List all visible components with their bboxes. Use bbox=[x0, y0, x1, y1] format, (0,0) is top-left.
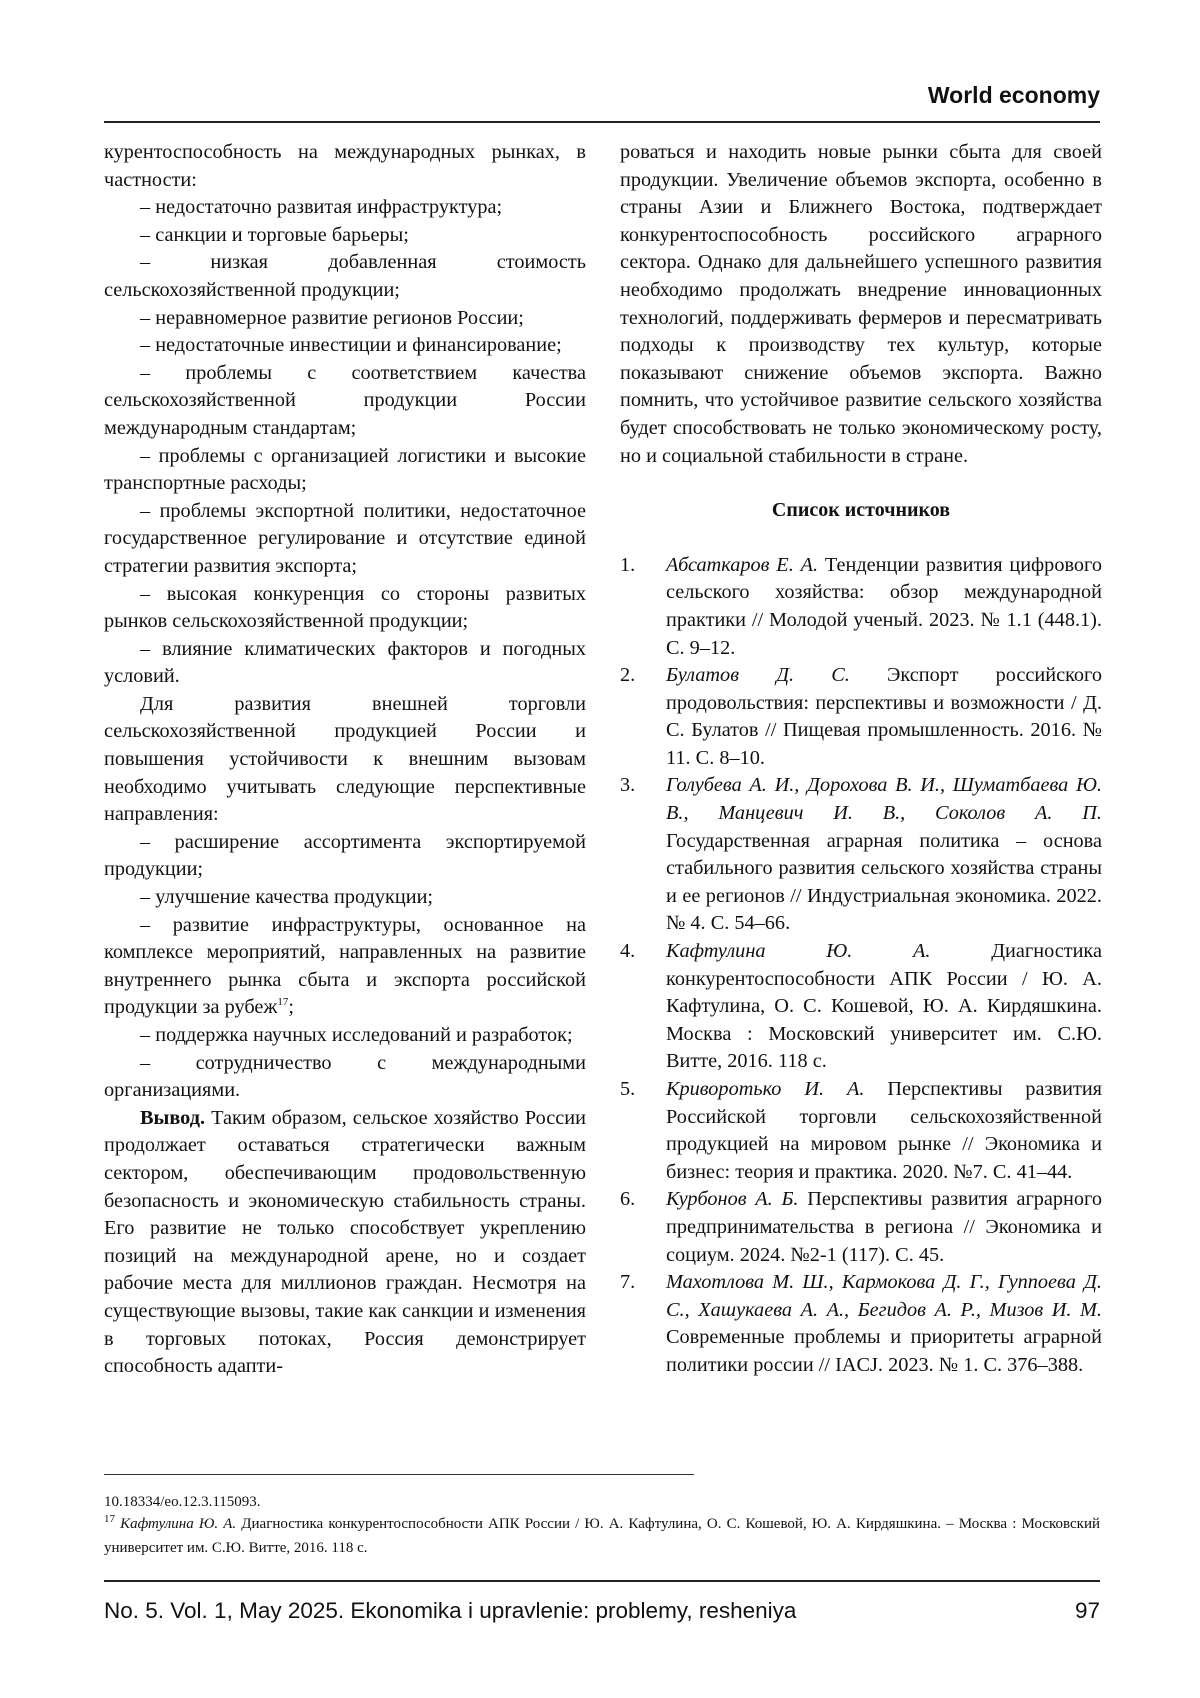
list-item: – проблемы экспортной политики, недостаточное государственное регулирование и отсутствие единой стратегии развития экспорта; bbox=[104, 498, 586, 581]
reference-author: Абсаткаров Е. А. bbox=[666, 554, 818, 576]
list-item: – неравномерное развитие регионов России; bbox=[104, 305, 586, 333]
references-list bbox=[620, 552, 1102, 1380]
continuation-text: роваться и находить новые рынки сбыта для своей продукции. Увеличение объемов экспорта, особенно в страны Азии и Ближнего Востока, подтверждает конкурентоспособность российского аграрного сектора. Однако для дальнейшего успешного развития необходимо продолжать внедрение инновационных технологий, поддерживать фермеров и пересматривать подходы к производству тех культур, которые показывают снижение объемов экспорта. Важно помнить, что устойчивое развитие сельского хозяйства будет способствовать не только экономическому росту, но и социальной стабильности в стране. bbox=[620, 139, 1102, 470]
list-item: – влияние климатических факторов и погодных условий. bbox=[104, 636, 586, 691]
list-item: – высокая конкуренция со стороны развитых рынков сельскохозяйственной продукции; bbox=[104, 581, 586, 636]
list-item: – проблемы с соответствием качества сельскохозяйственной продукции России международным стандартам; bbox=[104, 360, 586, 443]
page-number: 97 bbox=[1075, 1598, 1100, 1624]
paragraph: Для развития внешней торговли сельскохозяйственной продукцией России и повышения устойчивости к внешним вызовам необходимо учитывать следующие перспективные направления: bbox=[104, 691, 586, 829]
list-item bbox=[104, 912, 586, 1022]
reference-item bbox=[620, 1269, 1102, 1379]
reference-number: 7. bbox=[620, 1269, 666, 1379]
reference-author: Криворотько И. А. bbox=[666, 1078, 864, 1100]
reference-number: 6. bbox=[620, 1186, 666, 1269]
list-item: – улучшение качества продукции; bbox=[104, 884, 586, 912]
reference-author: Булатов Д. С. bbox=[666, 664, 850, 686]
footnote-author: Кафтулина Ю. А. bbox=[120, 1516, 236, 1532]
reference-author: Голубева А. И., Дорохова В. И., Шуматбаева Ю. В., Манцевич И. В., Соколов А. П. bbox=[666, 774, 1102, 824]
reference-body: Государственная аграрная политика – основа стабильного развития сельского хозяйства страны и ее регионов // Индустриальная экономика. 2022. № 4. С. 54–66. bbox=[666, 830, 1102, 935]
doi-footnote: 10.18334/eo.12.3.115093. bbox=[104, 1490, 1100, 1514]
list-item: – низкая добавленная стоимость сельскохозяйственной продукции; bbox=[104, 249, 586, 304]
references-title: Список источников bbox=[620, 497, 1102, 525]
reference-item bbox=[620, 662, 1102, 772]
reference-body: Современные проблемы и приоритеты аграрной политики россии // IACJ. 2023. № 1. С. 376–388. bbox=[666, 1326, 1102, 1376]
reference-number: 5. bbox=[620, 1076, 666, 1186]
footnote-17 bbox=[104, 1512, 1100, 1560]
conclusion-text: Таким образом, сельское хозяйство России продолжает оставаться стратегически важным сектором, обеспечивающим продовольственную безопасность и экономическую стабильность страны. Его развитие не только способствует укреплению позиций на международной арене, но и создает рабочие места для миллионов граждан. Несмотря на существующие вызовы, такие как санкции и изменения в торговых потоках, Россия демонстрирует способность адапти- bbox=[104, 1107, 586, 1377]
intro-text: курентоспособность на международных рынках, в частности: bbox=[104, 139, 586, 194]
left-column bbox=[104, 139, 586, 1381]
list-item: – сотрудничество с международными организациями. bbox=[104, 1050, 586, 1105]
right-column bbox=[620, 139, 1102, 1380]
reference-author: Кафтулина Ю. А. bbox=[666, 940, 930, 962]
punctuation: ; bbox=[288, 996, 294, 1018]
reference-text bbox=[666, 1269, 1102, 1379]
reference-body: Перспективы развития Российской торговли сельскохозяйственной продукцией на мировом рынке // Экономика и бизнес: теория и практика. 2020. №7. С. 41–44. bbox=[666, 1078, 1102, 1183]
footnote-text: Диагностика конкурентоспособности АПК России / Ю. А. Кафтулина, О. С. Кошевой, Ю. А. Кирдяшкина. – Москва : Московский университет им. С.Ю. Витте, 2016. 118 с. bbox=[104, 1516, 1100, 1556]
reference-number: 1. bbox=[620, 552, 666, 662]
list-item-text: – развитие инфраструктуры, основанное на комплексе мероприятий, направленных на развитие внутреннего рынка сбыта и экспорта российской продукции за рубеж bbox=[104, 914, 586, 1019]
reference-number: 2. bbox=[620, 662, 666, 772]
section-title: World economy bbox=[928, 82, 1100, 109]
reference-author: Курбонов А. Б. bbox=[666, 1188, 799, 1210]
reference-item bbox=[620, 1076, 1102, 1186]
footnote-number: 17 bbox=[104, 1513, 115, 1525]
footnote-ref[interactable]: 17 bbox=[277, 997, 288, 1009]
footnote-rule bbox=[104, 1474, 694, 1475]
reference-number: 4. bbox=[620, 938, 666, 1076]
reference-item bbox=[620, 1186, 1102, 1269]
list-item: – недостаточные инвестиции и финансирование; bbox=[104, 332, 586, 360]
reference-body: Тенденции развития цифрового сельского хозяйства: обзор международной практики // Молодой ученый. 2023. № 1.1 (448.1). С. 9–12. bbox=[666, 554, 1102, 659]
reference-text bbox=[666, 1186, 1102, 1269]
conclusion-label: Вывод. bbox=[140, 1107, 205, 1129]
list-item: – расширение ассортимента экспортируемой продукции; bbox=[104, 829, 586, 884]
reference-text bbox=[666, 938, 1102, 1076]
reference-body: Диагностика конкурентоспособности АПК России / Ю. А. Кафтулина, О. С. Кошевой, Ю. А. Кирдяшкина. Москва : Московский университет им. С.Ю. Витте, 2016. 118 с. bbox=[666, 940, 1102, 1072]
reference-text bbox=[666, 772, 1102, 938]
reference-item bbox=[620, 552, 1102, 662]
list-item: – санкции и торговые барьеры; bbox=[104, 222, 586, 250]
page-footer bbox=[104, 1598, 1100, 1624]
list-item: – поддержка научных исследований и разработок; bbox=[104, 1022, 586, 1050]
list-item: – проблемы с организацией логистики и высокие транспортные расходы; bbox=[104, 443, 586, 498]
journal-info: No. 5. Vol. 1, May 2025. Ekonomika i upravlenie: problemy, resheniya bbox=[104, 1598, 796, 1624]
reference-item bbox=[620, 772, 1102, 938]
reference-text bbox=[666, 552, 1102, 662]
reference-text bbox=[666, 662, 1102, 772]
reference-item bbox=[620, 938, 1102, 1076]
header-rule bbox=[104, 121, 1100, 123]
reference-body: Экспорт российского продовольствия: перспективы и возможности / Д. С. Булатов // Пищевая промышленность. 2016. № 11. С. 8–10. bbox=[666, 664, 1102, 769]
reference-body: Перспективы развития аграрного предпринимательства в региона // Экономика и социум. 2024. №2-1 (117). С. 45. bbox=[666, 1188, 1102, 1265]
list-item: – недостаточно развитая инфраструктура; bbox=[104, 194, 586, 222]
reference-author: Махотлова М. Ш., Кармокова Д. Г., Гуппоева Д. С., Хашукаева А. А., Бегидов А. Р., Мизов И. М. bbox=[666, 1271, 1102, 1321]
reference-number: 3. bbox=[620, 772, 666, 938]
footer-rule bbox=[104, 1580, 1100, 1582]
conclusion-paragraph bbox=[104, 1105, 586, 1381]
reference-text bbox=[666, 1076, 1102, 1186]
